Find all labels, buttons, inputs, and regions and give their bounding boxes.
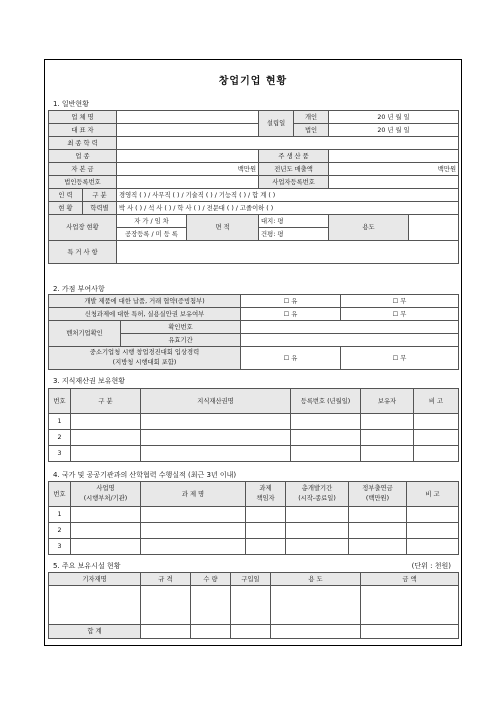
coop-cell[interactable] <box>349 523 407 539</box>
section-3-heading: 3. 지식재산권 보유현황 <box>53 377 125 385</box>
coop-header-biz-2: (시행부처/기관) <box>83 495 128 502</box>
coop-row-no: 3 <box>49 539 71 555</box>
facility-cell[interactable] <box>49 586 141 625</box>
form-title: 창업기업 현황 <box>218 76 288 87</box>
corporate-date[interactable]: 20 년 월 일 <box>329 124 459 137</box>
usage-label: 용도 <box>329 215 409 241</box>
ip-cell[interactable] <box>141 446 291 462</box>
bonus-row-1-label: 개발 제품에 대한 납품, 거래 협약(증빙첨부) <box>49 295 241 308</box>
company-label: 업 체 명 <box>49 111 117 124</box>
section-2-heading: 2. 가점 부여사항 <box>53 285 105 293</box>
notes-field[interactable] <box>117 241 459 264</box>
coop-header-period <box>286 482 349 507</box>
facility-total-cell[interactable] <box>231 625 271 639</box>
facility-total-label: 합 계 <box>49 625 141 639</box>
bonus-row-4-line-2: (지방청 시행대회 포함) <box>112 359 177 366</box>
coop-cell[interactable] <box>71 523 141 539</box>
bonus-row-1-no[interactable]: ☐ 무 <box>341 295 459 308</box>
edu-level-field[interactable]: 박 사 ( ) / 석 사 ( ) / 학 사 ( ) / 전문대 ( ) / 고졸이하 ( ) <box>117 202 459 215</box>
coop-row-no: 2 <box>49 523 71 539</box>
coop-header-period-2: (시작-종료일) <box>298 495 336 502</box>
ip-header-holder: 보유자 <box>361 389 414 414</box>
est-label: 설립일 <box>259 111 294 137</box>
facility-table <box>48 572 459 639</box>
coop-cell[interactable] <box>71 507 141 523</box>
facility-total-cell[interactable] <box>191 625 231 639</box>
facility-cell[interactable] <box>231 586 271 625</box>
coop-cell[interactable] <box>141 507 246 523</box>
corp-reg-label: 법인등록번호 <box>49 176 117 189</box>
facility-cell[interactable] <box>191 586 231 625</box>
ip-header-reg: 등록번호 (년월일) <box>291 389 361 414</box>
coop-cell[interactable] <box>246 539 286 555</box>
validity-label: 유효기간 <box>121 334 241 347</box>
bonus-row-4-yes[interactable]: ☐ 유 <box>241 347 341 370</box>
coop-cell[interactable] <box>349 507 407 523</box>
coop-header-biz-1: 사업명 <box>96 485 115 492</box>
cert-no-field[interactable] <box>241 321 459 334</box>
ip-cell[interactable] <box>414 446 459 462</box>
coop-cell[interactable] <box>286 507 349 523</box>
unit-label: (단위 : 천원) <box>411 562 451 570</box>
ip-cell[interactable] <box>141 430 291 446</box>
coop-cell[interactable] <box>246 507 286 523</box>
facility-header-name: 기자재명 <box>49 573 141 586</box>
ip-cell[interactable] <box>291 446 361 462</box>
biz-reg-field[interactable] <box>329 176 459 189</box>
ip-cell[interactable] <box>361 446 414 462</box>
ip-header-note: 비 고 <box>414 389 459 414</box>
coop-cell[interactable] <box>407 523 459 539</box>
coop-header-resp-1: 과제 <box>259 485 272 492</box>
validity-field[interactable] <box>241 334 459 347</box>
ip-cell[interactable] <box>414 430 459 446</box>
individual-date[interactable]: 20 년 월 일 <box>329 111 459 124</box>
facility-cell[interactable] <box>271 586 361 625</box>
bonus-row-2-yes[interactable]: ☐ 유 <box>241 308 341 321</box>
coop-header-fund-2: (백만원) <box>365 495 390 502</box>
general-table <box>48 110 459 264</box>
ip-cell[interactable] <box>141 414 291 430</box>
coop-header-no: 번호 <box>49 482 71 507</box>
corp-reg-field[interactable] <box>117 176 259 189</box>
site-label: 사업장 현황 <box>49 215 117 241</box>
bonus-row-4-line-1: 중소기업청 시행 창업경진대회 입상경력 <box>89 349 200 356</box>
edu-field[interactable] <box>117 137 459 150</box>
coop-cell[interactable] <box>286 523 349 539</box>
facility-cell[interactable] <box>141 586 191 625</box>
ceo-label: 대 표 자 <box>49 124 117 137</box>
biz-type-label: 업 종 <box>49 150 117 163</box>
facility-header-date: 구입일 <box>231 573 271 586</box>
ip-row-no: 1 <box>49 414 71 430</box>
ip-header-name: 지식재산권명 <box>141 389 291 414</box>
section-1-heading: 1. 일반현황 <box>53 100 89 108</box>
div-field[interactable]: 경영직 ( ) / 사무직 ( ) / 기술직 ( ) / 기능직 ( ) / 합 계 ( ) <box>117 189 459 202</box>
ip-cell[interactable] <box>71 414 141 430</box>
facility-cell[interactable] <box>361 586 459 625</box>
facility-total-cell[interactable] <box>361 625 459 639</box>
coop-cell[interactable] <box>141 523 246 539</box>
cert-no-label: 확인번호 <box>121 321 241 334</box>
ip-row-no: 2 <box>49 430 71 446</box>
ip-cell[interactable] <box>291 414 361 430</box>
product-field[interactable] <box>329 150 459 163</box>
facility-total-cell[interactable] <box>271 625 361 639</box>
form-frame <box>44 59 462 646</box>
bonus-row-2-label: 신청과제에 대한 특허, 실용실안권 보유여부 <box>49 308 241 321</box>
facility-header-usage: 용 도 <box>271 573 361 586</box>
coop-header-biz <box>71 482 141 507</box>
own-field[interactable]: 자 가 / 임 차 <box>117 215 187 228</box>
ip-table <box>48 388 459 462</box>
coop-header-task: 과 제 명 <box>141 482 246 507</box>
ip-cell[interactable] <box>361 430 414 446</box>
individual-label: 개인 <box>294 111 329 124</box>
staff-label-2: 현 황 <box>49 202 83 215</box>
coop-table <box>48 481 459 555</box>
coop-cell[interactable] <box>141 539 246 555</box>
ip-header-no: 번호 <box>49 389 71 414</box>
factory-field[interactable]: 공장등록 / 미 등 록 <box>117 228 187 241</box>
coop-cell[interactable] <box>407 539 459 555</box>
section-5-heading: 5. 주요 보유시설 현황 <box>53 562 121 570</box>
sales-label: 전년도 매출액 <box>259 163 329 176</box>
facility-total-cell[interactable] <box>141 625 191 639</box>
land-field[interactable]: 대지: 평 <box>259 215 329 228</box>
staff-label-1: 인 력 <box>49 189 83 202</box>
usage-field[interactable] <box>409 215 459 241</box>
bonus-row-4-label <box>49 347 241 370</box>
coop-cell[interactable] <box>286 539 349 555</box>
coop-header-resp-2: 책임자 <box>256 495 275 502</box>
bldg-field[interactable]: 건평: 평 <box>259 228 329 241</box>
facility-header-qty: 수 량 <box>191 573 231 586</box>
bonus-row-1-yes[interactable]: ☐ 유 <box>241 295 341 308</box>
bonus-row-4-no[interactable]: ☐ 무 <box>341 347 459 370</box>
coop-header-note: 비 고 <box>407 482 459 507</box>
ip-cell[interactable] <box>291 430 361 446</box>
section-4-heading: 4. 국가 및 공공기관과의 산학협력 수행실적 (최근 3년 이내) <box>53 471 237 479</box>
ip-header-type: 구 분 <box>71 389 141 414</box>
div-label: 구 분 <box>83 189 117 202</box>
coop-header-fund <box>349 482 407 507</box>
ip-row-no: 3 <box>49 446 71 462</box>
venture-label: 벤처기업확인 <box>49 321 121 347</box>
facility-header-amount: 금 액 <box>361 573 459 586</box>
ip-cell[interactable] <box>71 430 141 446</box>
edu-label: 최 종 학 력 <box>49 137 117 150</box>
biz-type-field[interactable] <box>117 150 259 163</box>
coop-header-fund-1: 정부출연금 <box>362 485 393 492</box>
coop-cell[interactable] <box>407 507 459 523</box>
coop-cell[interactable] <box>246 523 286 539</box>
bonus-row-2-no[interactable]: ☐ 무 <box>341 308 459 321</box>
coop-header-period-1: 총개발기간 <box>301 485 333 492</box>
product-label: 주 생 산 품 <box>259 150 329 163</box>
edu-level-label: 학력별 <box>83 202 117 215</box>
capital-label: 자 본 금 <box>49 163 117 176</box>
coop-cell[interactable] <box>349 539 407 555</box>
coop-header-resp <box>246 482 286 507</box>
biz-reg-label: 사업자등록번호 <box>259 176 329 189</box>
corporate-label: 법인 <box>294 124 329 137</box>
notes-label: 특 거 사 항 <box>49 241 117 264</box>
ip-cell[interactable] <box>414 414 459 430</box>
area-label: 면 적 <box>187 215 259 241</box>
sales-field[interactable]: 백만원 <box>329 163 459 176</box>
ip-cell[interactable] <box>71 446 141 462</box>
coop-row-no: 1 <box>49 507 71 523</box>
company-field[interactable] <box>117 111 259 124</box>
capital-field[interactable]: 백만원 <box>117 163 259 176</box>
facility-header-spec: 규 격 <box>141 573 191 586</box>
ceo-field[interactable] <box>117 124 259 137</box>
coop-cell[interactable] <box>71 539 141 555</box>
bonus-table <box>48 294 459 370</box>
ip-cell[interactable] <box>361 414 414 430</box>
